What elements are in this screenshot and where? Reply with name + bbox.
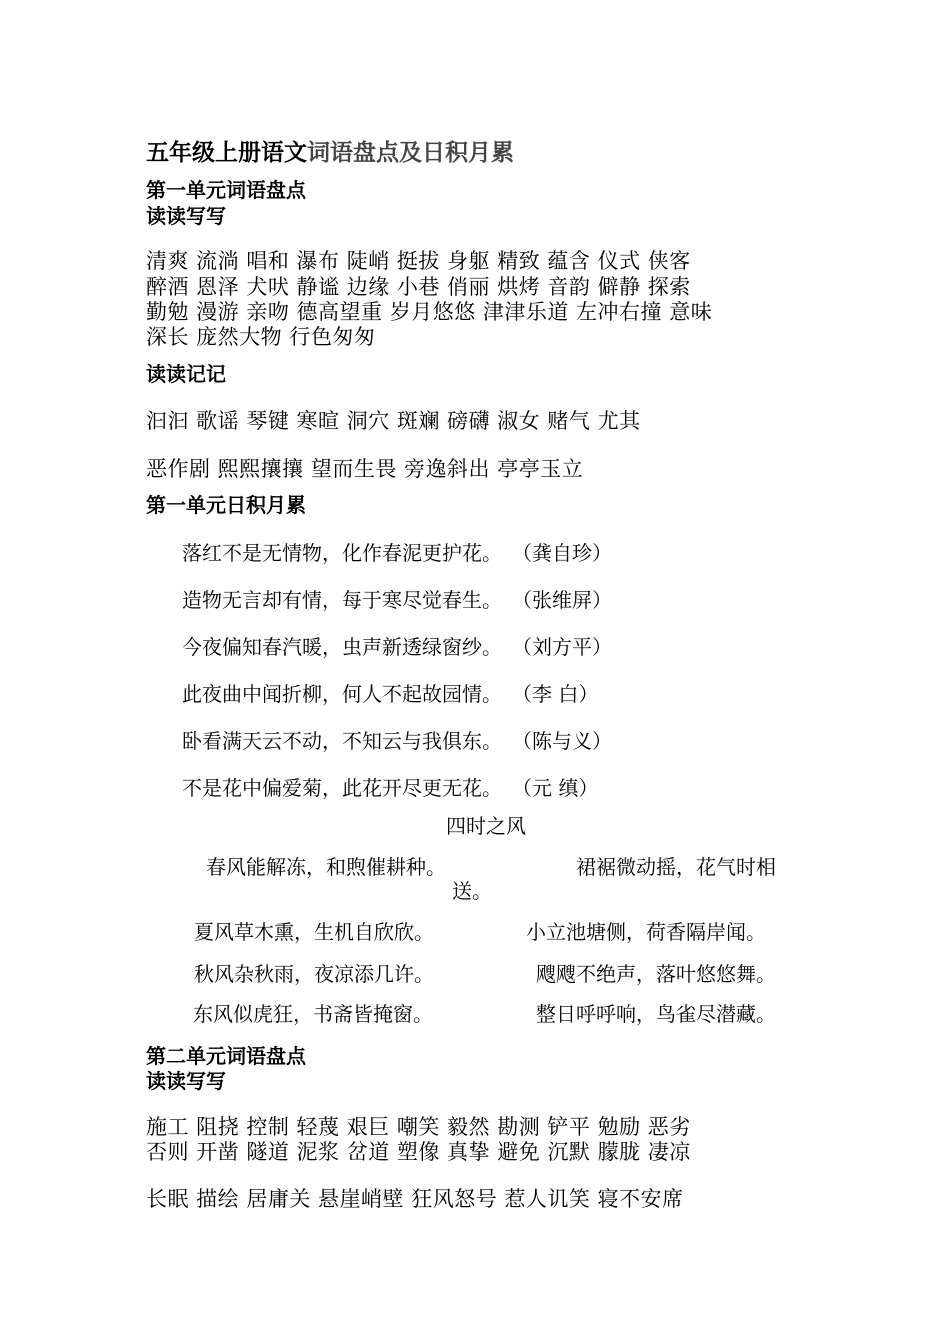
poem-line [182, 537, 612, 566]
wind-right-4: 整日呼呼响，鸟雀尽潜藏。 [536, 1002, 776, 1026]
poem-author: （陈与义） [522, 729, 612, 753]
poem-line [182, 725, 612, 754]
title-part1: 五年级上册语文 [146, 140, 307, 166]
poem-text: 卧看满天云不动，不知云与我俱东。 [182, 729, 502, 753]
poem-text: 不是花中偏爱菊，此花开尽更无花。 [182, 776, 502, 800]
poem-line [182, 772, 598, 801]
poem-text: 造物无言却有情，每于寒尽觉春生。 [182, 588, 502, 612]
poem-line [182, 584, 612, 613]
poem-author: （张维屏） [522, 588, 612, 612]
unit1-rm-line-2: 恶作剧 熙熙攘攘 望而生畏 旁逸斜出 亭亭玉立 [146, 457, 584, 481]
wind-left-2: 夏风草木熏，生机自欣欣。 [194, 920, 434, 944]
poem-text: 今夜偏知春汽暖，虫声新透绿窗纱。 [182, 635, 502, 659]
title-part2: 词语盘点及日积月累 [307, 140, 514, 166]
unit1-rw-line-4: 深长 庞然大物 行色匆匆 [146, 325, 376, 349]
poem-author: （刘方平） [522, 635, 612, 659]
unit1-rm-line-1: 汩汩 歌谣 琴键 寒暄 洞穴 斑斓 磅礴 淑女 赌气 尤其 [146, 409, 641, 433]
unit1-readremember-heading: 读读记记 [146, 362, 226, 386]
unit2-words-heading: 第二单元词语盘点 [146, 1044, 306, 1068]
poem-text: 此夜曲中闻折柳，何人不起故园情。 [182, 682, 502, 706]
poem-author: （李 白） [522, 682, 599, 706]
unit1-accum-heading: 第一单元日积月累 [146, 493, 306, 517]
poem-author: （元 缜） [522, 776, 599, 800]
unit1-rw-line-3: 勤勉 漫游 亲吻 德高望重 岁月悠悠 津津乐道 左冲右撞 意味 [146, 300, 713, 324]
document-title [146, 134, 514, 167]
wind-cont-1: 送。 [452, 879, 492, 903]
wind-left-1: 春风能解冻，和煦催耕种。 [206, 855, 446, 879]
unit1-words-heading: 第一单元词语盘点 [146, 178, 306, 202]
unit2-rw-line-3: 长眠 描绘 居庸关 悬崖峭壁 狂风怒号 惹人讥笑 寝不安席 [146, 1187, 684, 1211]
unit2-rw-line-2: 否则 开凿 隧道 泥浆 岔道 塑像 真挚 避免 沉默 朦胧 凄凉 [146, 1140, 691, 1164]
wind-right-3: 飕飕不绝声，落叶悠悠舞。 [536, 962, 776, 986]
poem-line [182, 631, 612, 660]
unit2-readwrite-heading: 读读写写 [146, 1069, 226, 1093]
poem-line [182, 678, 598, 707]
unit2-rw-line-1: 施工 阻挠 控制 轻蔑 艰巨 嘲笑 毅然 勘测 铲平 勉励 恶劣 [146, 1115, 691, 1139]
unit1-rw-line-1: 清爽 流淌 唱和 瀑布 陡峭 挺拔 身躯 精致 蕴含 仪式 侠客 [146, 249, 691, 273]
poem-text: 落红不是无情物，化作春泥更护花。 [182, 541, 502, 565]
poem-author: （龚自珍） [522, 541, 612, 565]
wind-left-3: 秋风杂秋雨，夜凉添几许。 [194, 962, 434, 986]
wind-poem-title: 四时之风 [446, 814, 526, 838]
wind-right-2: 小立池塘侧，荷香隔岸闻。 [526, 920, 766, 944]
wind-left-4: 东风似虎狂，书斋皆掩窗。 [193, 1002, 433, 1026]
unit1-readwrite-heading: 读读写写 [146, 204, 226, 228]
wind-right-1: 裙裾微动摇，花气时相 [576, 855, 776, 879]
unit1-rw-line-2: 醉酒 恩泽 犬吠 静谧 边缘 小巷 俏丽 烘烤 音韵 僻静 探索 [146, 275, 691, 299]
